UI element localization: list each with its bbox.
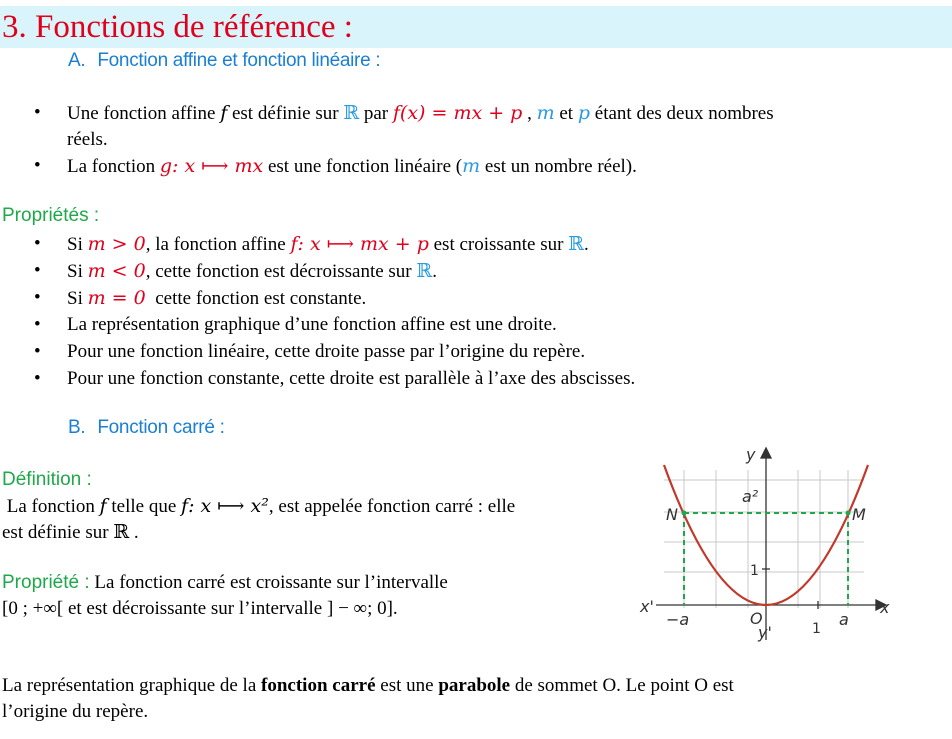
y-axis-label: y: [746, 445, 756, 464]
a-label: a: [839, 610, 849, 629]
proprietes-label: Propriétés :: [2, 205, 100, 226]
text: Pour une fonction linéaire, cette droite passe par l’origine du repère.: [67, 341, 586, 362]
text: La représentation graphique de la: [2, 675, 262, 696]
math-cond: m < 0: [87, 260, 146, 282]
one-x-label: 1: [812, 621, 821, 637]
conclusion: [2, 673, 734, 725]
text: Pour une fonction constante, cette droite est parallèle à l’axe des abscisses.: [67, 368, 636, 389]
section-b-heading: [68, 417, 225, 439]
math-R: ℝ: [343, 103, 360, 124]
text: Une fonction affine: [67, 103, 221, 124]
math-fn: f: x ⟼ mx + p: [290, 233, 429, 255]
a-squared-label: a²: [742, 487, 759, 506]
math-R: ℝ: [568, 234, 584, 255]
text: est définie sur ℝ .: [2, 522, 139, 543]
minus-a-label: −a: [666, 610, 690, 629]
text: .: [432, 261, 437, 282]
math-cond: m > 0: [87, 233, 146, 255]
text: , cette fonction est décroissante sur: [145, 261, 417, 282]
math-p: p: [577, 102, 591, 124]
text: Si: [67, 261, 88, 282]
section-a-label: Fonction affine et fonction linéaire :: [97, 50, 381, 71]
math-R: ℝ: [416, 261, 433, 282]
propriete-label: Propriété :: [2, 572, 90, 593]
one-y-label: 1: [750, 563, 759, 579]
y-prime-label: y': [758, 623, 772, 642]
section-b-label: Fonction carré :: [97, 417, 225, 438]
text: , est appelée fonction carré : elle: [268, 496, 516, 517]
text: et: [554, 103, 578, 124]
math-m: m: [462, 155, 481, 177]
math-fx: f(x) = mx + p: [392, 102, 523, 124]
text: La fonction carré est croissante sur l’intervalle: [89, 572, 448, 593]
n-label: N: [666, 505, 678, 524]
parabola-graph: [636, 440, 896, 650]
section-a-heading: [68, 50, 380, 72]
x-axis-label: x: [880, 598, 890, 617]
bold-text: fonction carré: [261, 675, 376, 696]
section-b-letter: B.: [68, 417, 86, 438]
x-prime-label: x': [640, 597, 654, 616]
text: l’origine du repère.: [2, 701, 149, 722]
text: cette fonction est constante.: [145, 288, 367, 309]
math-f: f: [99, 495, 107, 517]
math-cond: m = 0: [87, 287, 146, 309]
text: telle que: [106, 496, 182, 517]
text: Si: [67, 234, 88, 255]
text: réels.: [67, 129, 108, 150]
math-m: m: [536, 102, 555, 124]
text: de sommet O. Le point O est: [510, 675, 734, 696]
math-f: f: [220, 102, 228, 124]
propriete-carre: [2, 570, 448, 622]
bold-text: parabole: [438, 675, 511, 696]
definition-label: Définition :: [2, 469, 92, 490]
text: Si: [67, 288, 88, 309]
text: .: [583, 234, 589, 255]
m-label: M: [852, 505, 866, 524]
origin-label: O: [750, 609, 763, 628]
text: par: [359, 103, 393, 124]
text: , la fonction affine: [145, 234, 291, 255]
text: étant des deux nombres: [590, 103, 774, 124]
math-fn: f: x ⟼ x²: [181, 495, 269, 517]
axes: [656, 448, 886, 640]
text: est une fonction linéaire (: [263, 156, 463, 177]
text: est croissante sur: [428, 234, 569, 255]
text: La fonction: [67, 156, 160, 177]
point-n: [682, 511, 687, 516]
text: est une: [375, 675, 439, 696]
section-a-letter: A.: [68, 50, 86, 71]
text: [0 ; +∞[ et est décroissante sur l’intervalle ] − ∞; 0].: [2, 598, 398, 619]
text: La représentation graphique d’une fonction affine est une droite.: [67, 314, 557, 335]
definition-text: [2, 493, 515, 546]
text: est un nombre réel).: [480, 156, 637, 177]
math-g: g: x ⟼ mx: [159, 155, 264, 177]
page-title: 3. Fonctions de référence :: [2, 9, 353, 45]
text: La fonction: [2, 496, 100, 517]
grid: [664, 470, 864, 608]
text: ,: [522, 103, 537, 124]
point-m: [846, 511, 851, 516]
text: est définie sur: [227, 103, 344, 124]
